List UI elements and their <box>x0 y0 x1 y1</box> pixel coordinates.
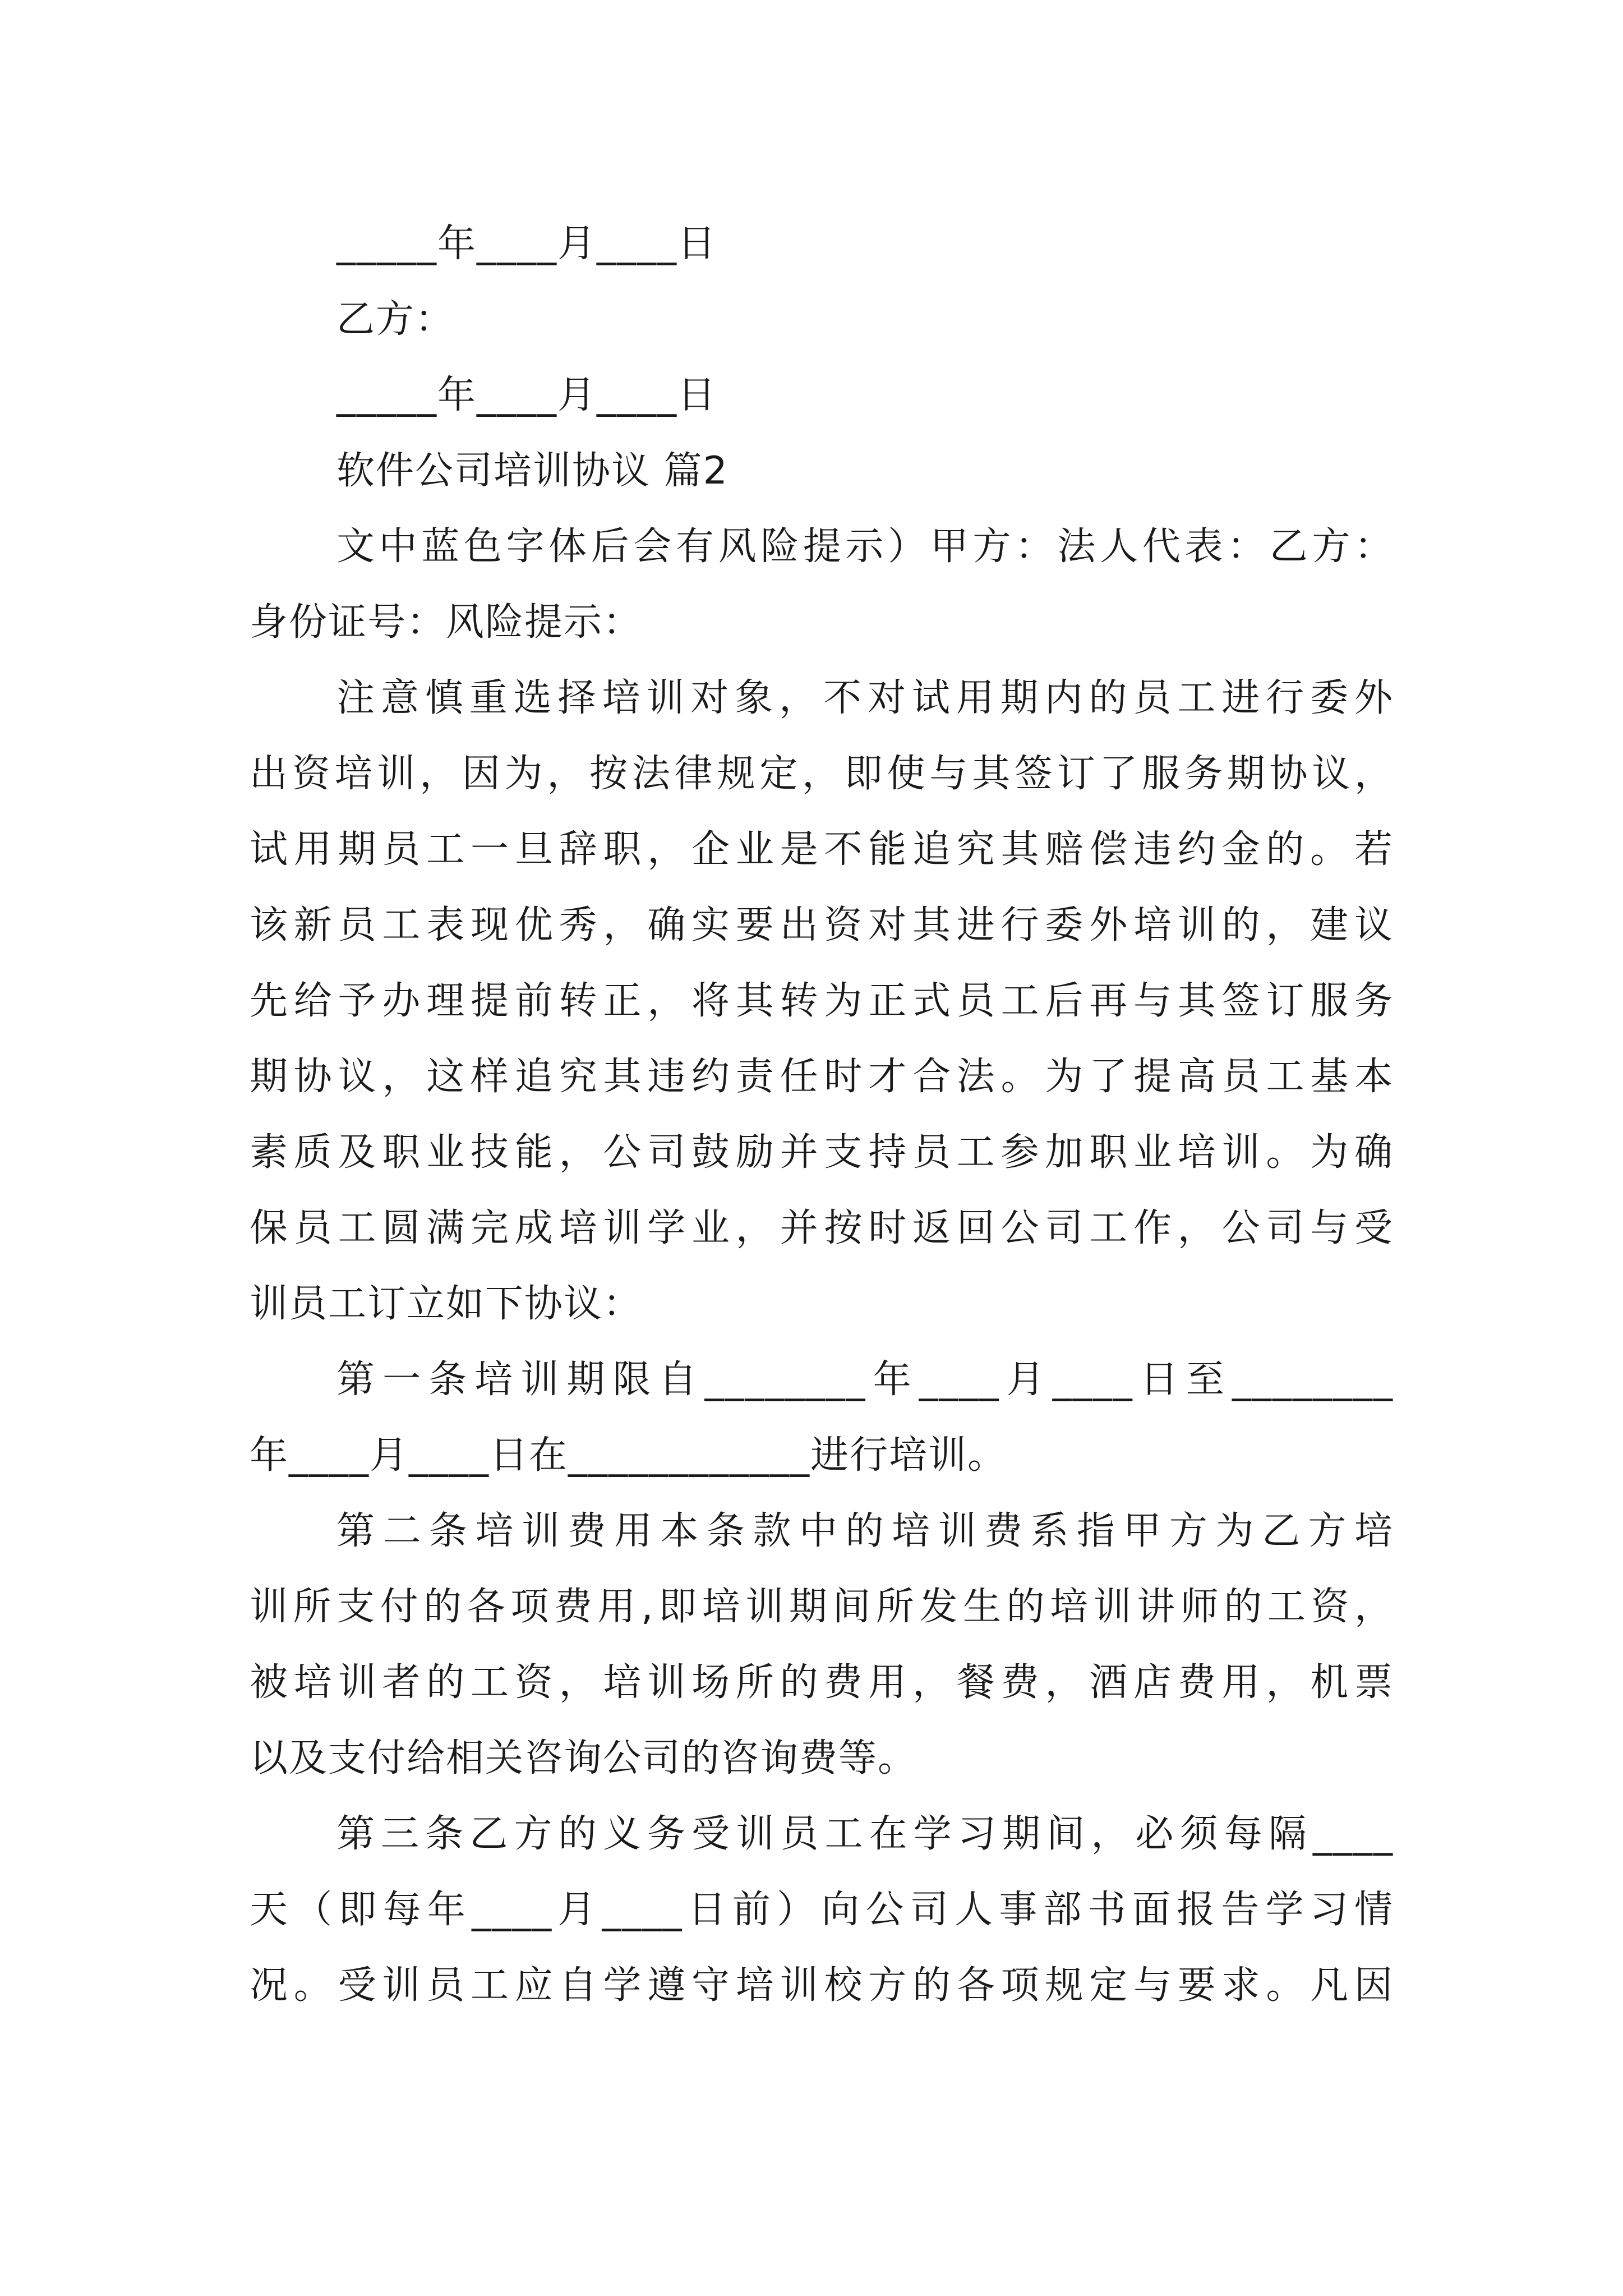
body-line: 出资培训，因为，按法律规定，即使与其签订了服务期协议， <box>250 752 1394 796</box>
body-line: 先给予办理提前转正，将其转为正式员工后再与其签订服务 <box>250 979 1394 1023</box>
body-line: 文中蓝色字体后会有风险提示）甲方：法人代表：乙方： <box>336 524 1394 569</box>
section-heading: 软件公司培训协议 篇2 <box>336 449 728 493</box>
body-line: 试用期员工一旦辞职，企业是不能追究其赔偿违约金的。若 <box>250 827 1394 872</box>
body-line: 年____月____日在____________进行培训。 <box>250 1433 1007 1478</box>
date-line-party-a: _____年____月____日 <box>336 222 717 266</box>
body-line: 被培训者的工资，培训场所的费用，餐费，酒店费用，机票 <box>250 1660 1394 1705</box>
article-three: 第三条乙方的义务受训员工在学习期间，必须每隔____ <box>336 1812 1394 1856</box>
body-line: 期协议，这样追究其违约责任时才合法。为了提高员工基本 <box>250 1055 1394 1099</box>
body-line: 保员工圆满完成培训学业，并按时返回公司工作，公司与受 <box>250 1206 1394 1250</box>
article-two: 第二条培训费用本条款中的培训费系指甲方为乙方培 <box>336 1509 1394 1553</box>
body-line: 以及支付给相关咨询公司的咨询费等。 <box>250 1736 917 1780</box>
body-line: 身份证号：风险提示： <box>250 600 643 645</box>
body-line: 况。受训员工应自学遵守培训校方的各项规定与要求。凡因 <box>250 1963 1394 2008</box>
body-line: 天（即每年____月____日前）向公司人事部书面报告学习情 <box>250 1888 1394 1932</box>
body-line: 注意慎重选择培训对象，不对试用期内的员工进行委外 <box>336 676 1394 720</box>
body-line: 该新员工表现优秀，确实要出资对其进行委外培训的，建议 <box>250 903 1394 947</box>
date-line-party-b: _____年____月____日 <box>336 373 717 417</box>
party-b-label: 乙方： <box>336 297 455 342</box>
body-line: 素质及职业技能，公司鼓励并支持员工参加职业培训。为确 <box>250 1130 1394 1175</box>
body-line: 训所支付的各项费用,即培训期间所发生的培训讲师的工资， <box>250 1585 1394 1629</box>
body-line: 训员工订立如下协议： <box>250 1282 643 1326</box>
article-one: 第一条培训期限自________年____月____日至________ <box>336 1358 1394 1402</box>
